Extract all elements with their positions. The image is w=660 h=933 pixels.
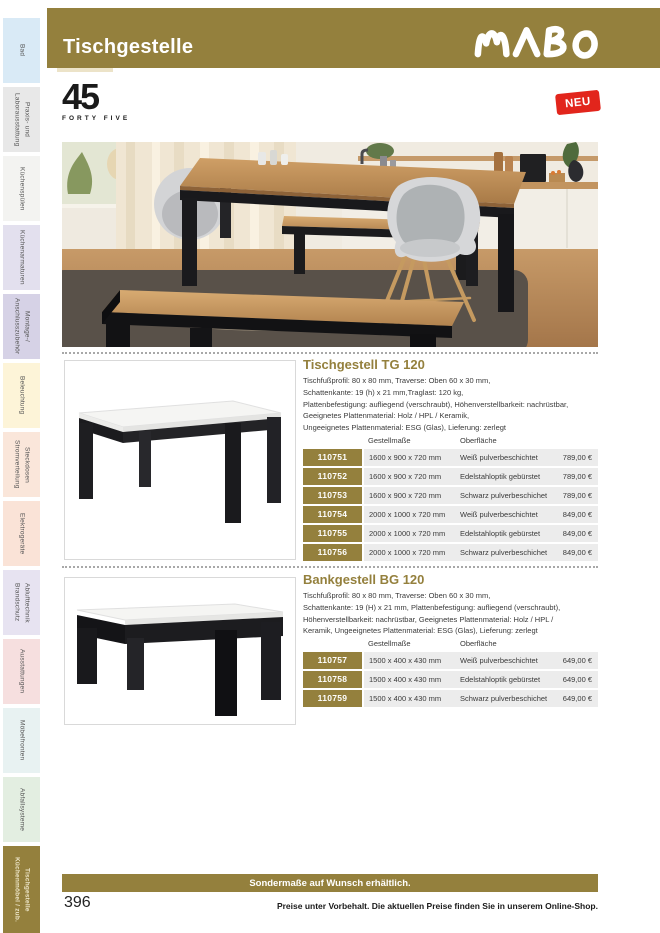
- product-title: Tischgestell TG 120: [303, 357, 425, 372]
- article-number: 110758: [303, 671, 362, 688]
- article-number: 110757: [303, 652, 362, 669]
- forty-five-number: 45: [62, 76, 99, 117]
- sidebar-tab-ablufttechnik: Ablufttechnik Brandschutz: [3, 570, 40, 635]
- desc-line: Höhenverstellbarkeit: nachrüstbar, Geeignetes Plattenmaterial: Holz / HPL /: [303, 614, 554, 624]
- size-value: 1500 x 400 x 430 mm: [369, 656, 442, 666]
- forty-five-logo: [62, 76, 131, 122]
- table-row: [303, 506, 598, 523]
- sidebar-tab-kuechenspuelen: Küchenspülen: [3, 156, 40, 221]
- table-row: [303, 487, 598, 504]
- sidebar-tab-kuechenarmaturen: Küchenarmaturen: [3, 225, 40, 290]
- desc-line: Ungeeignetes Plattenmaterial: ESG (Glas), Lieferung: zerlegt: [303, 423, 507, 433]
- product-section-tg120: [303, 357, 598, 563]
- product-image-bench-frame: [64, 577, 296, 725]
- size-value: 1600 x 900 x 720 mm: [369, 471, 442, 481]
- sidebar-tab-abfallsysteme: Abfallsysteme: [3, 777, 40, 842]
- article-number: 110751: [303, 449, 362, 466]
- desc-line: Tischfußprofil: 80 x 80 mm, Traverse: Oben 60 x 30 mm,: [303, 591, 491, 600]
- sidebar-tab-montage: Montage-/ Anschlusszubehör: [3, 294, 40, 359]
- article-number: 110754: [303, 506, 362, 523]
- desc-line: Tischfußprofil: 80 x 80 mm, Traverse: Oben 60 x 30 mm,: [303, 376, 491, 385]
- price-value: 789,00 €: [562, 452, 592, 462]
- col-header-surface: Oberfläche: [460, 435, 497, 445]
- sidebar-tab-beleuchtung: Beleuchtung: [3, 363, 40, 428]
- product-description: [303, 375, 598, 434]
- col-header-size: Gestellmaße: [368, 435, 411, 445]
- article-number: 110756: [303, 544, 362, 561]
- table-row: [303, 449, 598, 466]
- sidebar-tab-moebelfronten: Möbelfronten: [3, 708, 40, 773]
- product-description: [303, 590, 598, 637]
- hero-photo: [62, 142, 598, 347]
- mabo-logo: [467, 22, 617, 60]
- article-number: 110759: [303, 690, 362, 707]
- table-row: [303, 525, 598, 542]
- desc-line: Plattenbefestigung: aufliegend (verschraubt), Höhenverstellbarkeit: nachrüstbar,: [303, 399, 569, 409]
- price-value: 789,00 €: [562, 471, 592, 481]
- size-value: 2000 x 1000 x 720 mm: [369, 509, 446, 519]
- neu-badge: NEU: [555, 90, 601, 115]
- price-value: 849,00 €: [562, 509, 592, 519]
- size-value: 1600 x 900 x 720 mm: [369, 452, 442, 462]
- sidebar-tab-bad: Bad: [3, 18, 40, 83]
- header-band: [47, 8, 660, 68]
- page-number: 396: [64, 894, 91, 911]
- desc-line: Keramik, Ungeeignetes Plattenmaterial: ESG (Glas), Lieferung: zerlegt: [303, 626, 538, 636]
- footer-banner: Sondermaße auf Wunsch erhältlich.: [62, 874, 598, 892]
- price-value: 649,00 €: [562, 675, 592, 685]
- sidebar-tab-praxis: Praxis- und Laborausstattung: [3, 87, 40, 152]
- sidebar-tab-steckdosen: Steckdosen Stromverteilung: [3, 432, 40, 497]
- page-title: Tischgestelle: [63, 36, 194, 58]
- size-value: 1500 x 400 x 430 mm: [369, 675, 442, 685]
- table-header: [303, 639, 598, 650]
- sidebar-tab-tischgestelle-active: Tischgestelle Küchenmöbel / zub.: [3, 846, 40, 933]
- title-underline: [57, 68, 113, 72]
- size-value: 1600 x 900 x 720 mm: [369, 490, 442, 500]
- table-row: [303, 544, 598, 561]
- table-row: [303, 652, 598, 669]
- price-value: 649,00 €: [562, 694, 592, 704]
- price-value: 789,00 €: [562, 490, 592, 500]
- article-number: 110755: [303, 525, 362, 542]
- table-row: [303, 468, 598, 485]
- size-value: 2000 x 1000 x 720 mm: [369, 547, 446, 557]
- size-value: 2000 x 1000 x 720 mm: [369, 528, 446, 538]
- surface-value: Weiß pulverbeschichtet: [460, 509, 538, 519]
- article-number: 110753: [303, 487, 362, 504]
- product-section-bg120: [303, 572, 598, 709]
- desc-line: Schattenkante: 19 (h) x 21 mm,Traglast: 120 kg,: [303, 387, 464, 397]
- surface-value: Weiß pulverbeschichtet: [460, 452, 538, 462]
- table-row: [303, 671, 598, 688]
- desc-line: Geeignetes Plattenmaterial: Holz / HPL / Keramik,: [303, 411, 470, 421]
- surface-value: Schwarz pulverbeschichet: [460, 547, 548, 557]
- price-value: 849,00 €: [562, 528, 592, 538]
- table-header: [303, 436, 598, 447]
- separator-2: [62, 566, 598, 568]
- price-value: 849,00 €: [562, 547, 592, 557]
- product-title: Bankgestell BG 120: [303, 572, 425, 587]
- footer-note: Preise unter Vorbehalt. Die aktuellen Preise finden Sie in unserem Online-Shop.: [276, 901, 598, 911]
- coffee-machine: [520, 154, 546, 182]
- surface-value: Schwarz pulverbeschichet: [460, 490, 548, 500]
- price-value: 649,00 €: [562, 656, 592, 666]
- forty-five-wordmark: FORTY FIVE: [62, 115, 131, 122]
- table-row: [303, 690, 598, 707]
- product-image-table-frame: [64, 360, 296, 560]
- category-sidebar: [3, 18, 40, 933]
- separator-1: [62, 352, 598, 354]
- col-header-size: Gestellmaße: [368, 639, 411, 649]
- col-header-surface: Oberfläche: [460, 639, 497, 649]
- desc-line: Schattenkante: 19 (H) x 21 mm, Plattenbefestigung: aufliegend (verschraubt),: [303, 602, 561, 612]
- sidebar-tab-ausstattungen: Ausstattungen: [3, 639, 40, 704]
- article-number: 110752: [303, 468, 362, 485]
- surface-value: Edelstahloptik gebürstet: [460, 471, 541, 481]
- surface-value: Edelstahloptik gebürstet: [460, 675, 541, 685]
- surface-value: Edelstahloptik gebürstet: [460, 528, 541, 538]
- surface-value: Schwarz pulverbeschichet: [460, 694, 548, 704]
- size-value: 1500 x 400 x 430 mm: [369, 694, 442, 704]
- surface-value: Weiß pulverbeschichtet: [460, 656, 538, 666]
- sidebar-tab-elektrogeraete: Elektrogeräte: [3, 501, 40, 566]
